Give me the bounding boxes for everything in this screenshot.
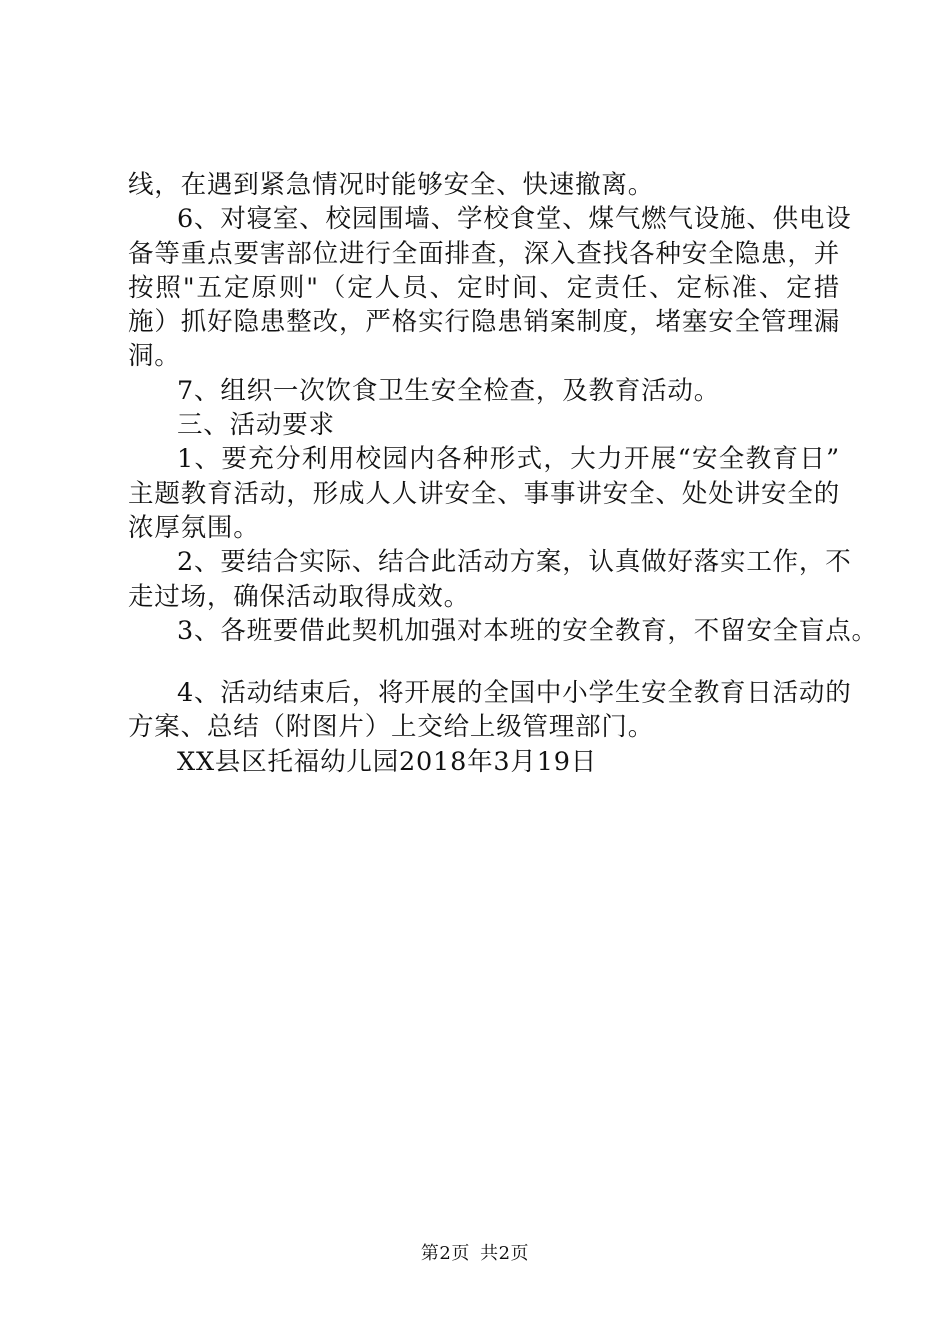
text-line: 线，在遇到紧急情况时能够安全、快速撤离。 xyxy=(128,170,655,200)
text-line: 主题教育活动，形成人人讲安全、事事讲安全、处处讲安全的 xyxy=(128,478,840,509)
paragraph-gap xyxy=(128,648,840,676)
text-line: 7、组织一次饮食卫生安全检查，及教育活动。 xyxy=(177,375,721,406)
page-footer xyxy=(0,1242,950,1266)
text-line: 浓厚氛围。 xyxy=(128,512,260,543)
text-line: 4、活动结束后，将开展的全国中小学生安全教育日活动的 xyxy=(177,678,852,709)
text-line: 按照"五定原则"（定人员、定时间、定责任、定标准、定措 xyxy=(128,272,840,303)
signature-date-line: XX县区托福幼儿园2018年3月19日 xyxy=(177,746,598,777)
text-line: 施）抓好隐患整改，严格实行隐患销案制度，堵塞安全管理漏 xyxy=(128,307,840,338)
text-line: 2、要结合实际、结合此活动方案，认真做好落实工作，不 xyxy=(177,547,852,578)
text-line: 1、要充分利用校园内各种形式，大力开展“安全教育日” xyxy=(177,444,840,475)
text-line: 方案、总结（附图片）上交给上级管理部门。 xyxy=(128,712,655,743)
text-line: 6、对寝室、校园围墙、学校食堂、煤气燃气设施、供电设 xyxy=(177,204,852,235)
section-heading: 三、活动要求 xyxy=(177,410,335,441)
text-line: 走过场，确保活动取得成效。 xyxy=(128,581,470,612)
page-total: 共2页 xyxy=(480,1243,530,1264)
text-line: 3、各班要借此契机加强对本班的安全教育，不留安全盲点。 xyxy=(177,615,878,646)
page-number: 第2页 xyxy=(420,1243,470,1264)
text-line: 备等重点要害部位进行全面排查，深入查找各种安全隐患，并 xyxy=(128,238,840,269)
text-line: 洞。 xyxy=(128,341,181,372)
document-body xyxy=(128,168,878,779)
